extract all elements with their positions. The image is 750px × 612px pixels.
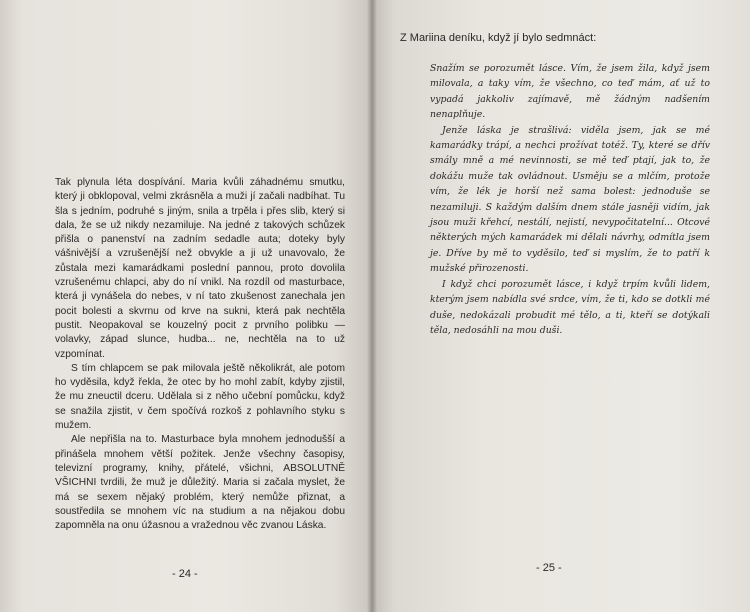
page-number-left: - 24 -	[172, 568, 198, 580]
left-page	[0, 0, 372, 612]
page-number-right: - 25 -	[536, 562, 562, 574]
book-gutter	[367, 0, 377, 612]
diary-excerpt	[430, 61, 710, 338]
diary-paragraph: Jenže láska je strašlivá: viděla jsem, jak se mé kamarádky trápí, a nechci prožívat totéž. Ty, které se dřív smály mně a mé nevinnosti, se mě teď ptají, jak to, že dokážu muže tak ovládnout. Usměju se a mlčím, protože vím, že lék je horší než sama bolest: jednoduše se nezamiluji. S každým dalším dnem stále jasněji vidím, jak jsou muži křehcí, nestálí, nejistí, nevypočitatelní... Otcové některých mých kamarádek mi dělali návrhy, odmítla jsem je. Dříve by mě to vyděsilo, teď si myslím, že to patří k mužské přirozenosti.	[430, 124, 710, 275]
paragraph: Ale nepřišla na to. Masturbace byla mnohem jednodušší a přinášela mnohem větší požitek. Jenže všechny časopisy, televizní programy, knihy, přátelé, všichni, ABSOLUTNĚ VŠICHNI tvrdili, že muž je důležitý. Maria si začala myslet, že má se sexem nějaký problém, který nemůže přiznat, a soustředila se mnohem víc na studium a na nějakou dobu zapomněla na onu úžasnou a vražednou věc zvanou Láska.	[55, 434, 345, 532]
diary-paragraph: Snažím se porozumět lásce. Vím, že jsem žila, když jsem milovala, a taky vím, že všechno, co teď mám, ať už to vypadá jakkoliv zajímavě, mě žádným nadšením nenaplňuje.	[430, 63, 710, 121]
diary-paragraph: I když chci porozumět lásce, i když trpím kvůli lidem, kterým jsem nabídla své srdce, vím, že ti, kdo se dotkli mé duše, nedokázali probudit mé tělo, a ti, kteří se dotýkali těla, nedosáhli na mou duši.	[430, 278, 710, 336]
paragraph: Tak plynula léta dospívání. Maria kvůli záhadnému smutku, který ji obklopoval, velmi zkrásněla a muži jí začali nadbíhat. Tu šla s jedním, podruhé s jiným, snila a trpěla i přes slib, který si dala, že se už nikdy nezamiluje. Na jedné z takových schůzek přišla o panenství na zadním sedadle auta; doteky byly vášnivější a vzrušenější než obvykle a ji už unavovalo, že zůstala mezi kamarádkami poslední pannou, proto dovolila vzrušenému chlapci, aby do ní vnikl. Na rozdíl od masturbace, která ji vynášela do nebes, v ní tato zkušenost zanechala jen pocit bolesti a skvrnu od krve na sukni, která pak nechtěla pustit. Neopakoval se kouzelný pocit z prvního polibku — volavky, západ slunce, hudba... ne, nechtěla na to už vzpomínat.	[55, 177, 345, 360]
paragraph: S tím chlapcem se pak milovala ještě několikrát, ale potom ho vyděsila, když řekla, že otec by ho mohl zabít, kdyby zjistil, že mu zneuctil dceru. Udělala si z něho učební pomůcku, když se snažila zjistit, v čem spočívá rozkoš z pohlavního styku s mužem.	[55, 362, 345, 432]
diary-heading: Z Mariina deníku, když jí bylo sedmnáct:	[400, 32, 597, 44]
left-page-body	[55, 176, 345, 533]
